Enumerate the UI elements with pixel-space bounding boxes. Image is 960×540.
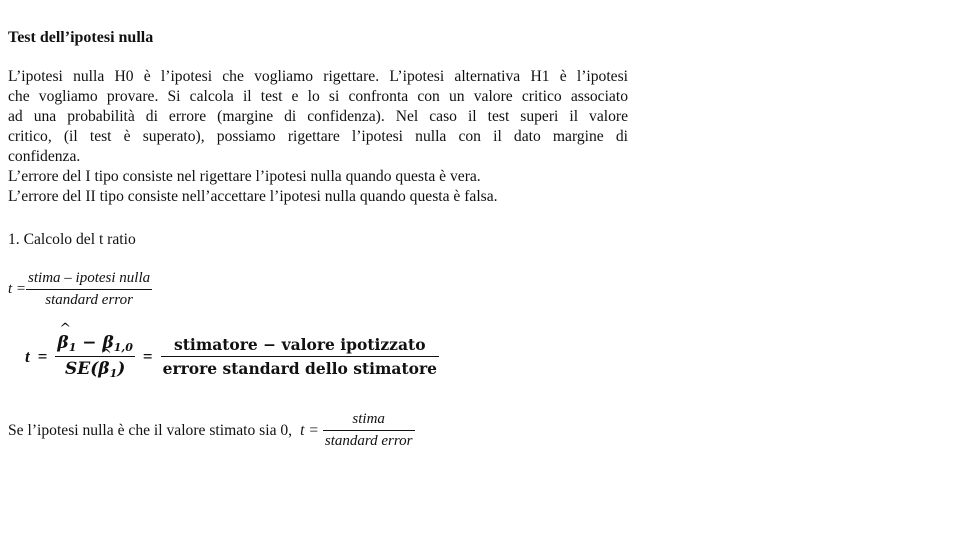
beta-numerator: [55, 333, 134, 356]
subscript: 1: [68, 341, 77, 354]
page-title: Test dell’ipotesi nulla: [8, 29, 154, 46]
close-paren: ): [117, 359, 126, 379]
t-ratio-formula: [8, 270, 152, 309]
formula-lhs: t =: [300, 421, 319, 439]
se-label: SE(: [65, 359, 99, 379]
subscript: 1: [109, 367, 118, 380]
formula-denominator: standard error: [324, 433, 413, 449]
beta-denominator: [63, 357, 127, 380]
words-numerator: stimatore − valore ipotizzato: [174, 335, 426, 354]
hypothesis-paragraph: [8, 67, 628, 207]
equals-sign: =: [37, 346, 48, 366]
formula-fraction: [26, 270, 152, 309]
step-heading: 1. Calcolo del t ratio: [8, 231, 136, 248]
formula-fraction: [323, 411, 415, 450]
formula-denominator: standard error: [45, 292, 133, 308]
formula-lhs: t =: [8, 281, 27, 297]
beta-symbol: β: [102, 333, 114, 353]
words-denominator: errore standard dello stimatore: [162, 359, 437, 378]
formula-numerator: stima: [352, 411, 385, 427]
error-type-1-text: L’errore del I tipo consiste nel rigettare l’ipotesi nulla quando questa è vera.: [8, 168, 481, 185]
paragraph-line: che vogliamo provare. Si calcola il test e lo si confronta con un valore critico associato: [8, 88, 628, 105]
equals-sign: =: [142, 346, 153, 366]
t-statistic-formula: [25, 333, 439, 380]
paragraph-line: critico, (il test è superato), possiamo rigettare l’ipotesi nulla con il dato margine di: [8, 128, 628, 145]
null-zero-line: [8, 411, 415, 450]
beta-fraction: [55, 333, 134, 380]
paragraph-line: L’ipotesi nulla H0 è l’ipotesi che vogliamo rigettare. L’ipotesi alternativa H1 è l’ipotesi: [8, 68, 628, 85]
beta-hat: ^ β: [57, 333, 68, 353]
words-fraction: [161, 335, 439, 378]
paragraph-line: confidenza.: [8, 148, 81, 165]
null-zero-text: Se l’ipotesi nulla è che il valore stimato sia 0,: [8, 421, 293, 439]
error-type-2-text: L’errore del II tipo consiste nell’accettare l’ipotesi nulla quando questa è falsa.: [8, 188, 498, 205]
paragraph-line: ad una probabilità di errore (margine di confidenza). Nel caso il test superi il valore: [8, 108, 628, 125]
formula-numerator: stima – ipotesi nulla: [28, 270, 151, 286]
beta-hat: ^ β: [98, 359, 109, 379]
formula-t: t: [25, 346, 30, 366]
minus-sign: −: [82, 333, 97, 353]
subscript: 1,0: [113, 341, 133, 354]
